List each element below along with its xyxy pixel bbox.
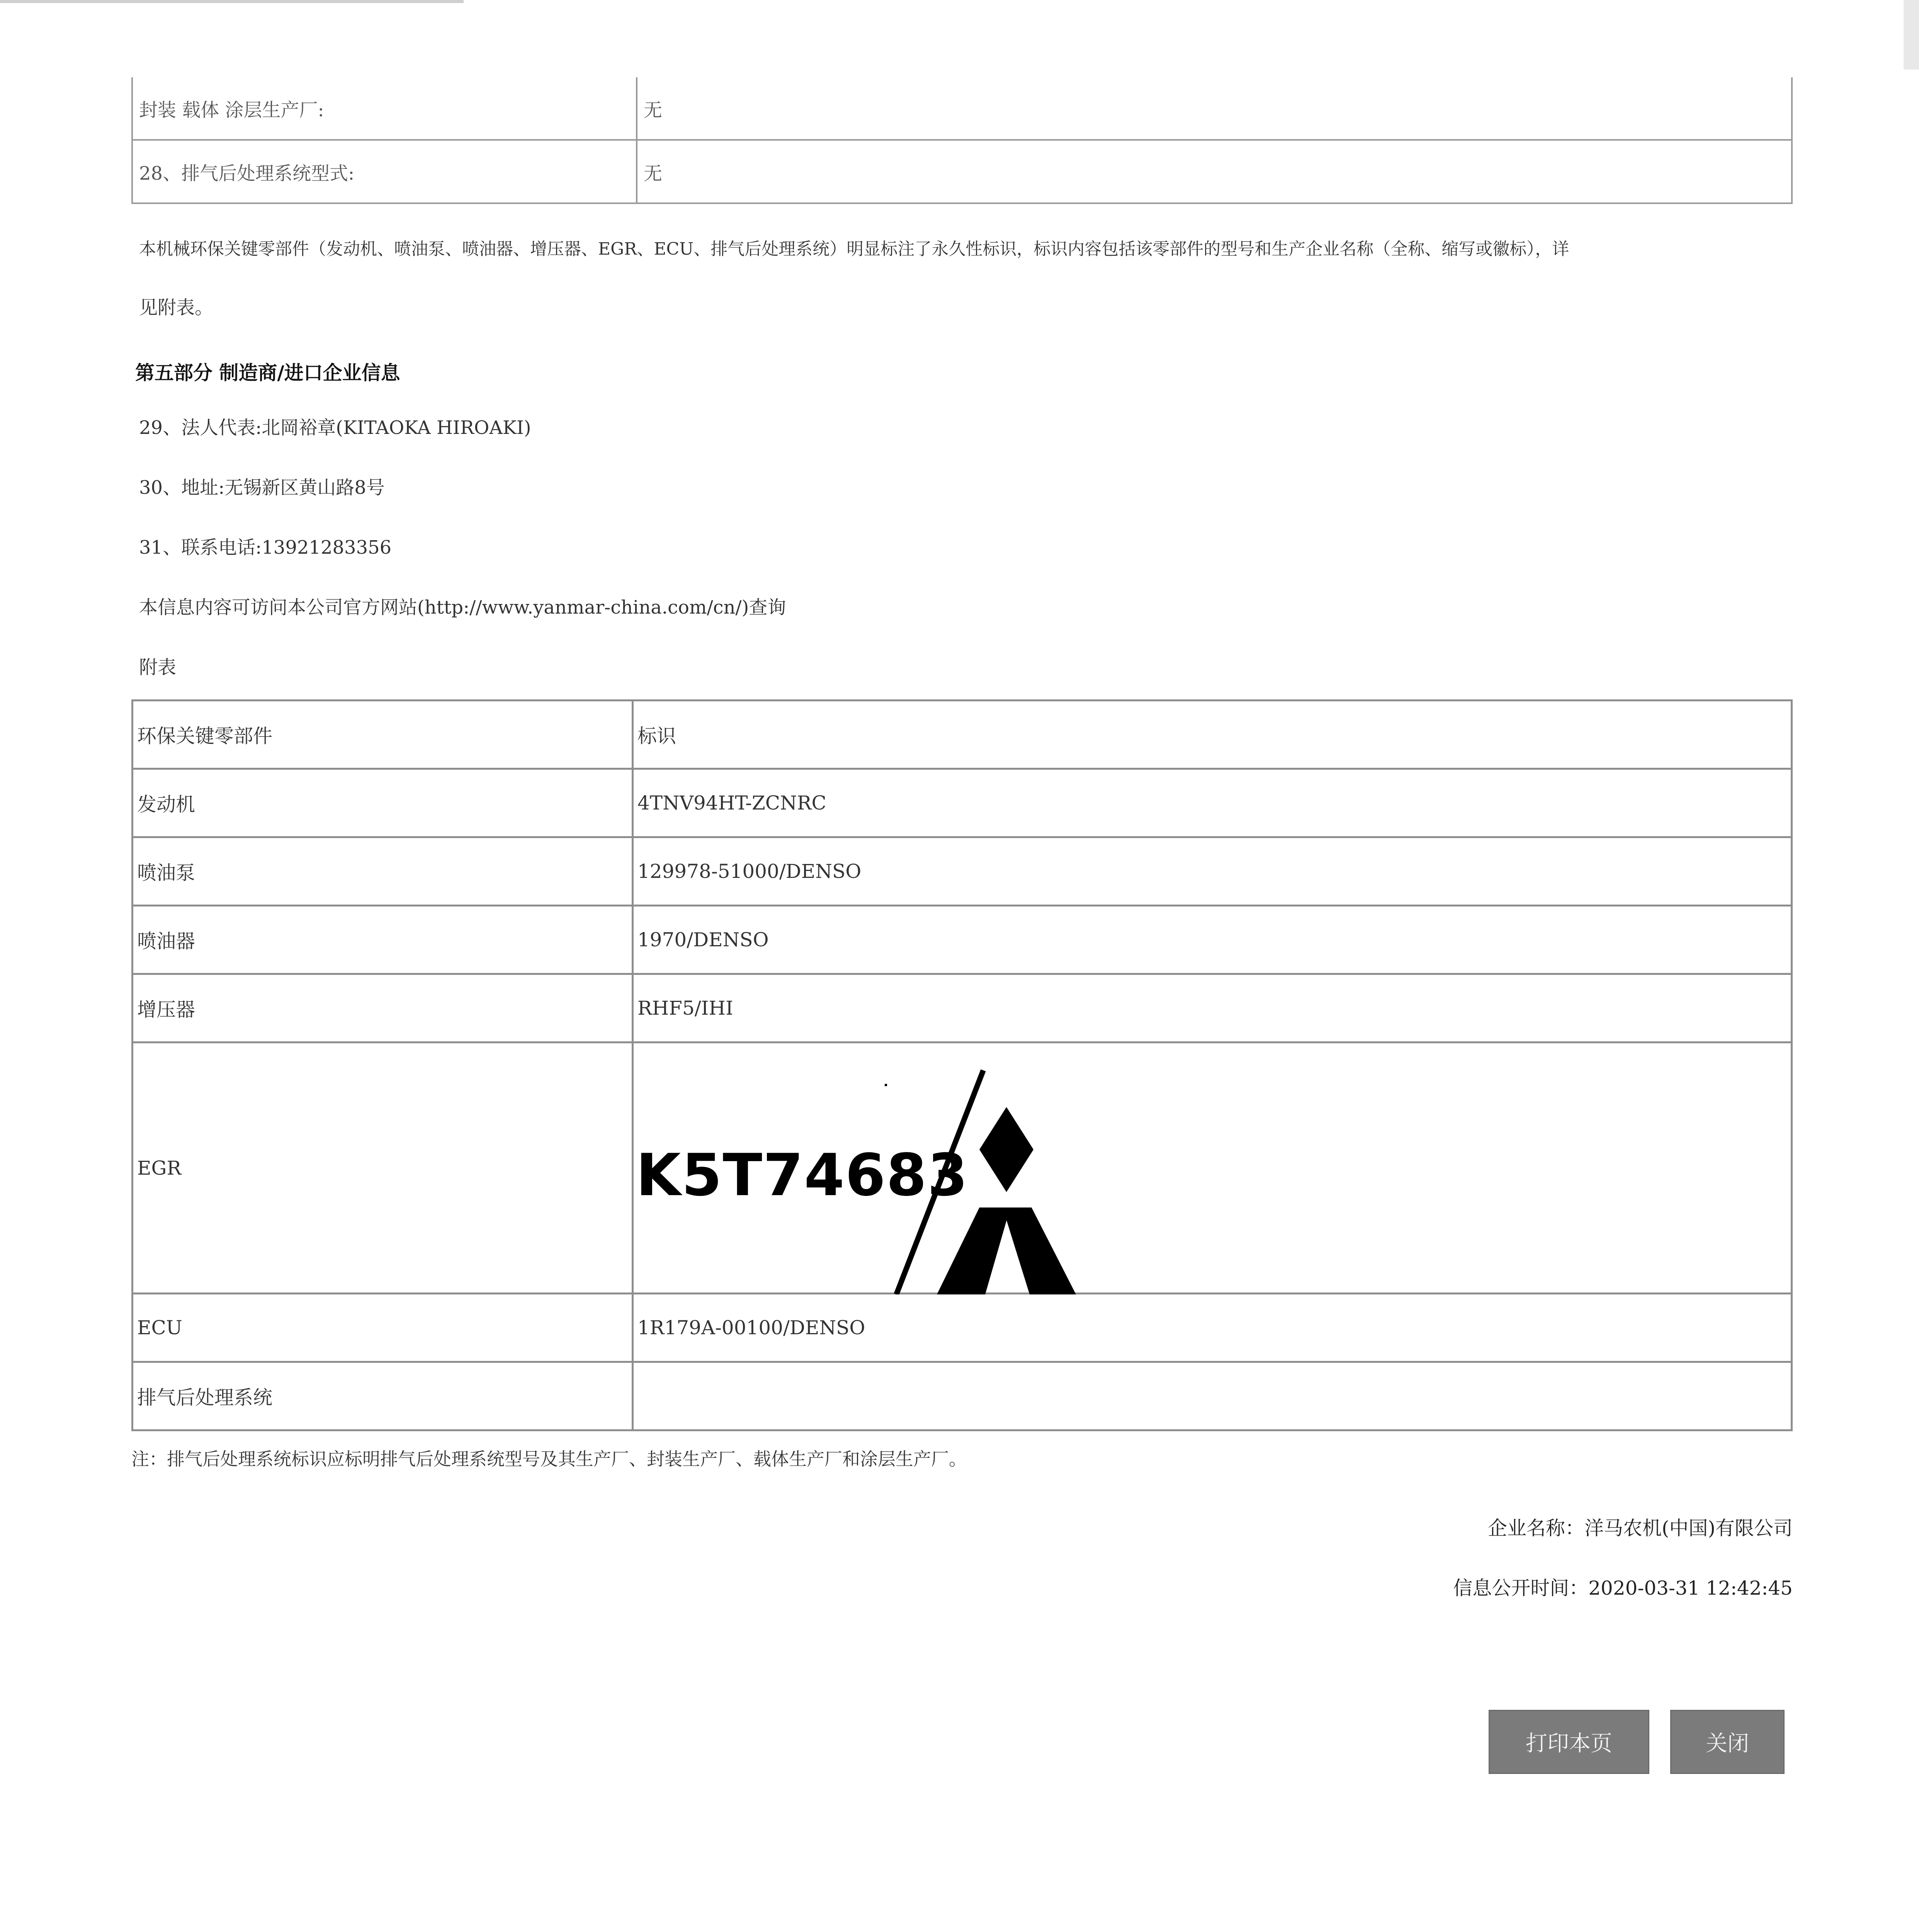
table-row xyxy=(133,1362,1792,1430)
part-mark: 1R179A-00100/DENSO xyxy=(633,1294,1792,1362)
website-note: 本信息内容可访问本公司官方网站(http://www.yanmar-china.com/cn/)查询 xyxy=(139,597,786,618)
table-row xyxy=(133,1043,1792,1294)
table-row xyxy=(133,769,1792,837)
table-header-row xyxy=(133,701,1792,769)
three-diamond-logo-icon xyxy=(858,1063,1090,1294)
part-name: 增压器 xyxy=(133,974,633,1043)
egr-part-code: K5T74683 xyxy=(636,1142,969,1209)
egr-mark-cell xyxy=(633,1043,1792,1294)
table-row xyxy=(132,140,1792,203)
part-mark: RHF5/IHI xyxy=(633,974,1792,1043)
publish-time: 信息公开时间：2020-03-31 12:42:45 xyxy=(1453,1577,1793,1599)
part-name: 发动机 xyxy=(133,769,633,837)
part-name: 喷油泵 xyxy=(133,837,633,906)
table-row xyxy=(133,906,1792,974)
column-header-part: 环保关键零部件 xyxy=(133,701,633,769)
appendix-title: 附表 xyxy=(139,656,177,678)
table-row xyxy=(133,1294,1792,1362)
table-row xyxy=(133,974,1792,1043)
table-row xyxy=(132,77,1792,140)
part-mark: 129978-51000/DENSO xyxy=(633,837,1792,906)
table-row xyxy=(133,837,1792,906)
company-name: 企业名称：洋马农机(中国)有限公司 xyxy=(1487,1517,1793,1539)
part-name: ECU xyxy=(133,1294,633,1362)
previous-info-table xyxy=(131,77,1793,204)
scan-edge-artifact-right xyxy=(1904,0,1919,70)
notice-paragraph xyxy=(139,238,1793,320)
row-value: 无 xyxy=(637,140,1792,203)
part-name: 喷油器 xyxy=(133,906,633,974)
row-value: 无 xyxy=(637,77,1792,140)
part-mark: 1970/DENSO xyxy=(633,906,1792,974)
part-mark: 4TNV94HT-ZCNRC xyxy=(633,769,1792,837)
part-mark xyxy=(633,1362,1792,1430)
column-header-mark: 标识 xyxy=(633,701,1792,769)
part-name: 排气后处理系统 xyxy=(133,1362,633,1430)
print-page-button[interactable]: 打印本页 xyxy=(1489,1710,1649,1774)
row-label: 封装 载体 涂层生产厂: xyxy=(132,77,637,140)
contact-phone: 31、联系电话:13921283356 xyxy=(139,537,392,558)
row-label: 28、排气后处理系统型式: xyxy=(132,140,637,203)
key-parts-table xyxy=(131,699,1793,1431)
scan-edge-artifact xyxy=(0,0,464,3)
footnote: 注：排气后处理系统标识应标明排气后处理系统型号及其生产厂、封装生产厂、载体生产厂和涂层生产厂。 xyxy=(131,1449,967,1469)
notice-line-2: 见附表。 xyxy=(139,297,214,319)
part-name: EGR xyxy=(133,1043,633,1294)
close-button[interactable]: 关闭 xyxy=(1670,1710,1785,1774)
legal-representative: 29、法人代表:北岡裕章(KITAOKA HIROAKI) xyxy=(139,417,531,439)
section-title: 第五部分 制造商/进口企业信息 xyxy=(135,362,400,384)
notice-line-1: 本机械环保关键零部件（发动机、喷油泵、喷油器、增压器、EGR、ECU、排气后处理系统）明显标注了永久性标识，标识内容包括该零部件的型号和生产企业名称（全称、缩写或徽标），详 xyxy=(139,239,1569,259)
address: 30、地址:无锡新区黄山路8号 xyxy=(139,477,385,498)
